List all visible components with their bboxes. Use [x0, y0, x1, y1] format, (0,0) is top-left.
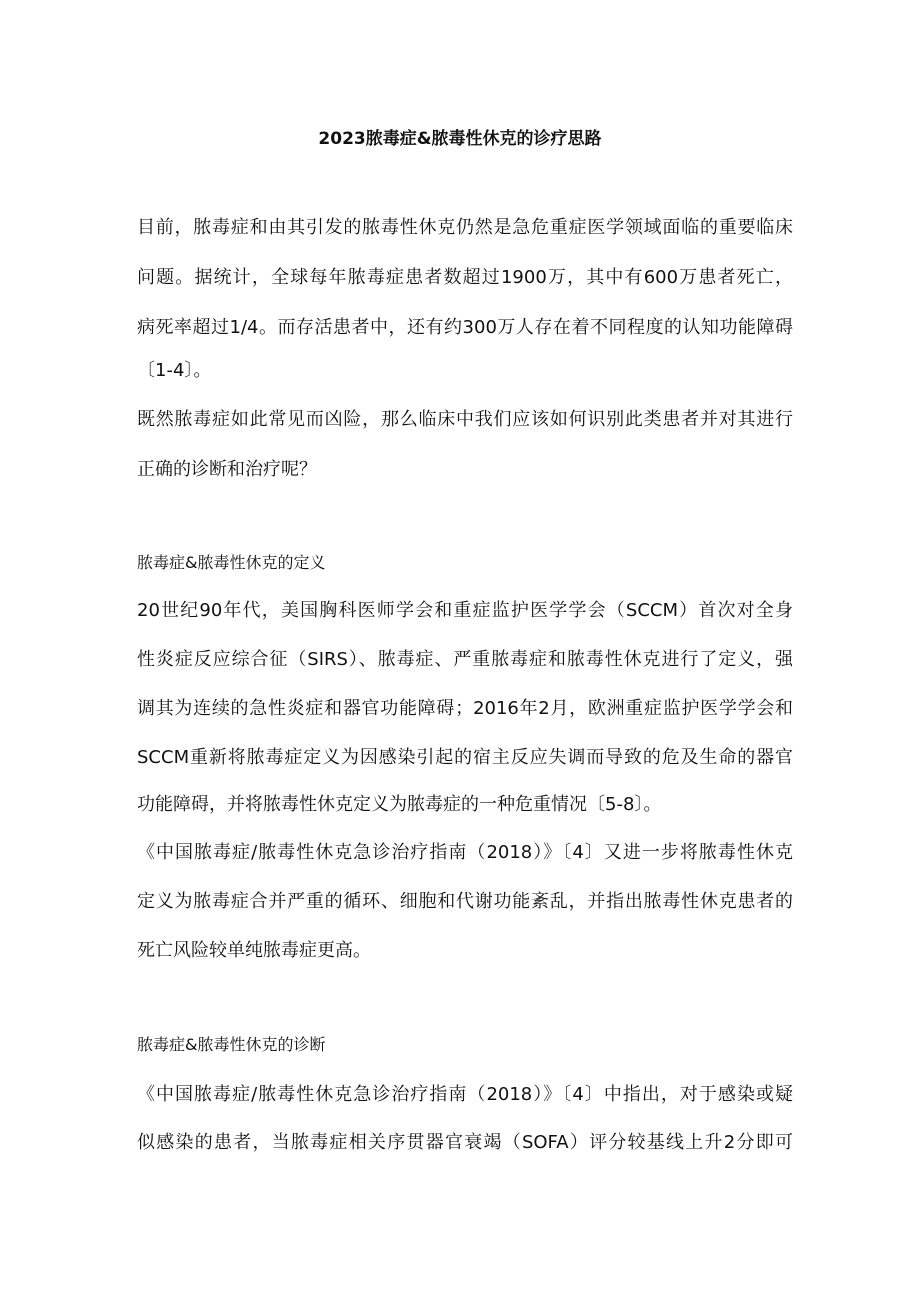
diagnosis-line-2: 似感染的患者，当脓毒症相关序贯器官衰竭（SOFA）评分较基线上升2分即可 — [137, 1132, 793, 1153]
diagnosis-line-1: 《中国脓毒症/脓毒性休克急诊治疗指南（2018）》〔4〕中指出，对于感染或疑 — [137, 1084, 793, 1105]
intro-line-4: 〔1-4〕。 — [137, 360, 212, 381]
definition-line-3: 调其为连续的急性炎症和器官功能障碍；2016年2月，欧洲重症监护医学学会和 — [137, 698, 793, 719]
document-title: 2023脓毒症&脓毒性休克的诊疗思路 — [318, 129, 602, 149]
definition-line-8: 死亡风险较单纯脓毒症更高。 — [137, 940, 371, 961]
section-heading-definition: 脓毒症&脓毒性休克的定义 — [137, 553, 326, 572]
definition-line-6: 《中国脓毒症/脓毒性休克急诊治疗指南（2018）》〔4〕又进一步将脓毒性休克 — [137, 842, 793, 863]
intro-line-3: 病死率超过1/4。而存活患者中，还有约300万人存在着不同程度的认知功能障碍 — [137, 317, 793, 338]
definition-line-7: 定义为脓毒症合并严重的循环、细胞和代谢功能紊乱，并指出脓毒性休克患者的 — [137, 891, 793, 912]
question-line-2: 正确的诊断和治疗呢？ — [137, 459, 317, 480]
definition-line-5: 功能障碍，并将脓毒性休克定义为脓毒症的一种危重情况〔5-8〕。 — [137, 794, 662, 815]
definition-line-2: 性炎症反应综合征（SIRS）、脓毒症、严重脓毒症和脓毒性休克进行了定义，强 — [137, 649, 793, 670]
intro-line-2: 问题。据统计，全球每年脓毒症患者数超过1900万，其中有600万患者死亡， — [137, 267, 793, 288]
question-line-1: 既然脓毒症如此常见而凶险，那么临床中我们应该如何识别此类患者并对其进行 — [137, 409, 793, 430]
intro-line-1: 目前，脓毒症和由其引发的脓毒性休克仍然是急危重症医学领域面临的重要临床 — [137, 217, 793, 238]
section-heading-diagnosis: 脓毒症&脓毒性休克的诊断 — [137, 1035, 326, 1054]
definition-line-4: SCCM重新将脓毒症定义为因感染引起的宿主反应失调而导致的危及生命的器官 — [137, 747, 793, 768]
definition-line-1: 20世纪90年代，美国胸科医师学会和重症监护医学学会（SCCM）首次对全身 — [137, 600, 793, 621]
